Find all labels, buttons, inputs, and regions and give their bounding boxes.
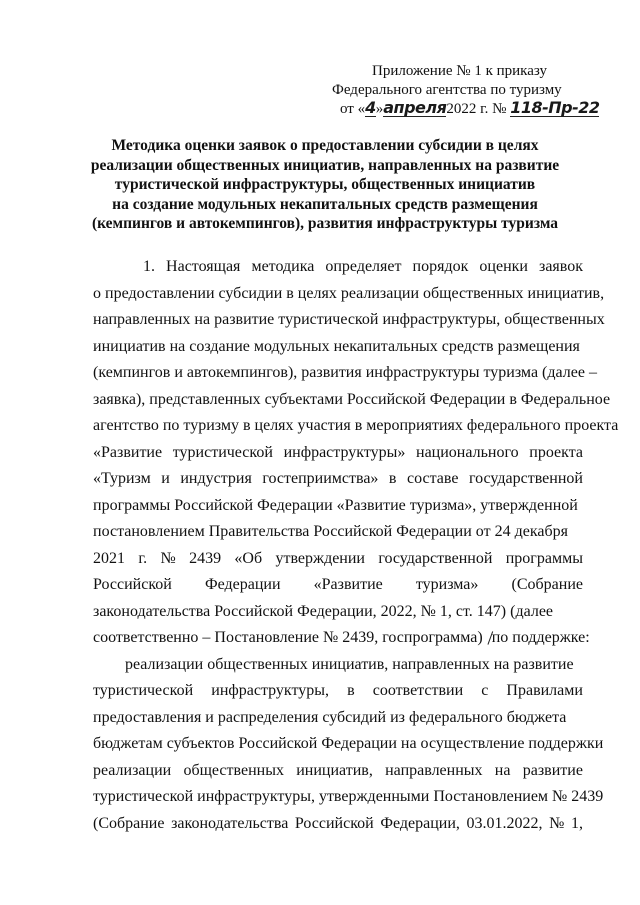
paragraph-1-line-10: программы Российской Федерации «Развитие туризма», утвержденной xyxy=(93,496,578,514)
word: 2021 xyxy=(93,549,125,567)
handwritten-order-number: 118-Пр-22 xyxy=(510,98,600,117)
word: (Собрание xyxy=(93,814,165,832)
appendix-line-3 xyxy=(330,98,600,119)
word: туристической xyxy=(93,682,194,699)
word: № xyxy=(160,549,176,567)
word: «Об xyxy=(234,549,263,567)
paragraph-2-line-6: туристической инфраструктуры, утвержденными Постановлением № 2439 xyxy=(93,788,604,805)
word: оценки xyxy=(479,258,528,275)
word: туристической xyxy=(172,443,273,461)
title-line-5: (кемпингов и автокемпингов), развития инфраструктуры туризма xyxy=(91,215,559,232)
word: инфраструктуры» xyxy=(283,443,406,461)
word: определяет xyxy=(325,258,402,275)
word: законодательства xyxy=(171,814,289,832)
word: индустрия xyxy=(180,470,252,487)
document-body xyxy=(93,254,619,837)
paragraph-number: 1. xyxy=(143,258,155,275)
appendix-line-2: Федерального агентства по туризму xyxy=(332,82,562,98)
date-quote-close: » xyxy=(375,101,384,117)
word: соответствии xyxy=(372,682,464,699)
title-line-4: на создание модульных некапитальных средств размещения xyxy=(112,195,538,213)
word: на xyxy=(494,761,511,779)
paragraph-2-line-1: реализации общественных инициатив, направленных на развитие xyxy=(125,655,574,673)
word: Российской xyxy=(294,814,374,832)
word: в xyxy=(347,682,355,699)
paragraph-1-line-2: о предоставлении субсидии в целях реализации общественных инициатив, xyxy=(93,284,605,302)
line-text: соответственно – Постановление № 2439, госпрограмма) xyxy=(93,629,483,646)
word: 2439 xyxy=(189,549,222,567)
appendix-header xyxy=(330,62,600,119)
word: утверждении xyxy=(275,549,365,567)
word: Настоящая xyxy=(166,258,241,275)
word: заявок xyxy=(539,258,583,275)
title-line-3: туристической инфраструктуры, общественных инициатив xyxy=(114,176,536,193)
paragraph-1-line-6: заявка), представленных субъектами Российской Федерации в Федеральное xyxy=(93,390,611,408)
word: реализации xyxy=(93,761,172,779)
word: программы xyxy=(505,549,583,567)
word: гостеприимства» xyxy=(262,470,379,487)
date-prefix: от « xyxy=(340,101,366,117)
paragraph-1-line-8 xyxy=(93,440,583,467)
word: проекта xyxy=(529,443,583,461)
paragraph-2-line-7 xyxy=(93,811,583,838)
word: «Развитие xyxy=(313,576,383,593)
word: общественных xyxy=(183,761,284,779)
paragraph-2-line-3: предоставления и распределения субсидий из федерального бюджета xyxy=(93,708,567,726)
word: г. xyxy=(138,549,148,567)
paragraph-1-line-7: агентство по туризму в целях участия в мероприятиях федерального проекта xyxy=(93,417,619,434)
word: государственной xyxy=(378,549,493,567)
line-text: по поддержке: xyxy=(491,629,590,646)
word: Правилами xyxy=(506,682,583,699)
document-title xyxy=(70,136,580,234)
title-line-2: реализации общественных инициатив, направленных на развитие xyxy=(90,156,560,174)
word: государственной xyxy=(468,470,583,487)
word: методика xyxy=(251,258,315,275)
paragraph-1-line-5: (кемпингов и автокемпингов), развития инфраструктуры туризма (далее – xyxy=(93,364,597,381)
word: Федерации, xyxy=(380,814,460,832)
title-line-1: Методика оценки заявок о предоставлении субсидии в целях xyxy=(111,137,539,154)
paragraph-1-line-15 xyxy=(93,625,590,652)
word: направленных xyxy=(385,761,483,779)
word: с xyxy=(481,682,489,699)
paragraph-2-line-2 xyxy=(93,678,583,705)
word: туризма» xyxy=(415,576,479,593)
word: Российской xyxy=(93,576,172,593)
paragraph-1-line-1 xyxy=(93,254,583,281)
word: развитие xyxy=(522,761,583,779)
paragraph-1-line-3: направленных на развитие туристической инфраструктуры, общественных xyxy=(93,311,605,328)
word: составе xyxy=(406,470,459,487)
word: инфраструктуры, xyxy=(211,682,330,699)
paragraph-1-line-12 xyxy=(93,546,583,573)
word: 1, xyxy=(570,814,583,832)
word: (Собрание xyxy=(511,576,583,593)
word: № xyxy=(549,814,565,832)
paragraph-1-line-9 xyxy=(93,466,583,493)
word: 03.01.2022, xyxy=(466,814,543,832)
word: «Развитие xyxy=(93,443,163,461)
handwritten-month: апреля xyxy=(383,98,447,117)
handwritten-day: 4 xyxy=(365,98,376,117)
word: и xyxy=(161,470,170,487)
paragraph-1-line-11: постановлением Правительства Российской Федерации от 24 декабря xyxy=(93,523,568,540)
paragraph-1-line-4: инициатив на создание модульных некапитальных средств размещения xyxy=(93,337,580,355)
word: национального xyxy=(416,443,519,461)
word: порядок xyxy=(412,258,469,275)
appendix-line-1: Приложение № 1 к приказу xyxy=(372,63,547,79)
paragraph-1-line-13 xyxy=(93,572,583,599)
word: «Туризм xyxy=(93,470,151,487)
paragraph-1-line-14: законодательства Российской Федерации, 2022, № 1, ст. 147) (далее xyxy=(93,602,554,620)
word: в xyxy=(388,470,397,487)
date-year: 2022 г. № xyxy=(446,101,507,117)
word: инициатив, xyxy=(296,761,373,779)
word: Федерации xyxy=(204,576,281,593)
paragraph-2-line-4: бюджетам субъектов Российской Федерации на осуществление поддержки xyxy=(93,735,604,752)
paragraph-2-line-5 xyxy=(93,758,583,785)
